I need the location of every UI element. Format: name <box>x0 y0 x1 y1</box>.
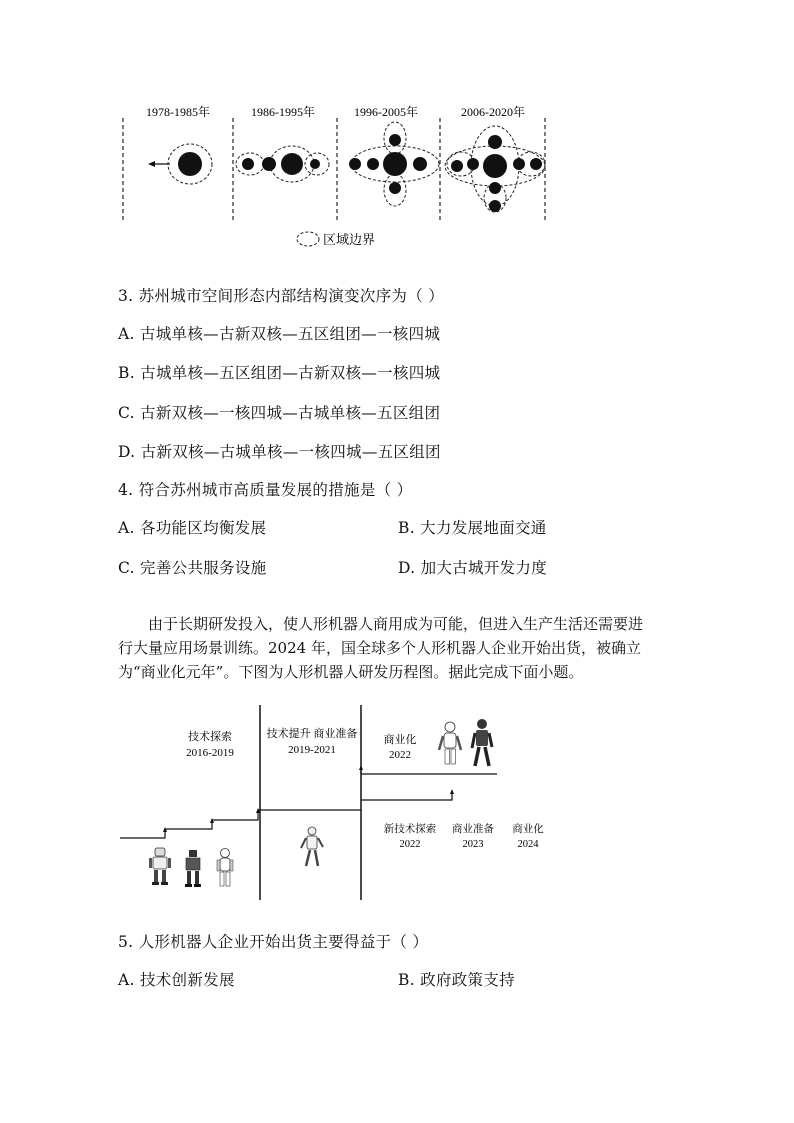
period4-structure <box>445 126 545 212</box>
substage1-year: 2022 <box>399 839 421 850</box>
robot-illustration-5 <box>439 722 461 764</box>
period-label-2: 1986-1995年 <box>251 105 315 119</box>
period3-structure <box>349 122 439 206</box>
progress-staircase <box>120 768 497 838</box>
period1-structure <box>148 144 212 184</box>
legend-boundary-symbol <box>297 232 319 246</box>
substage1-name: 新技术探索 <box>383 824 437 835</box>
question-3-stem: 3. 苏州城市空间形态内部结构演变次序为（ ） <box>118 287 445 305</box>
question-5-stem: 5. 人形机器人企业开始出货主要得益于（ ） <box>118 933 429 951</box>
stage1-years: 2016-2019 <box>186 747 234 759</box>
robot-development-diagram <box>115 700 555 905</box>
q4-option-c[interactable]: C. 完善公共服务设施 <box>118 559 267 577</box>
q4-option-a[interactable]: A. 各功能区均衡发展 <box>118 519 267 537</box>
robot-illustration-2 <box>185 850 201 887</box>
q5-option-a[interactable]: A. 技术创新发展 <box>118 971 235 989</box>
passage-line-3: 为“商业化元年”。下图为人形机器人研发历程图。据此完成下面小题。 <box>118 663 584 681</box>
city-structure-diagram <box>110 98 560 253</box>
period-label-3: 1996-2005年 <box>354 105 418 119</box>
stage2-years: 2019-2021 <box>288 744 336 756</box>
question-4-stem: 4. 符合苏州城市高质量发展的措施是（ ） <box>118 481 413 499</box>
substage2-name: 商业准备 <box>452 824 494 835</box>
stage2-name: 技术提升 商业准备 <box>266 728 358 740</box>
legend <box>297 232 375 247</box>
q4-option-b[interactable]: B. 大力发展地面交通 <box>398 519 547 537</box>
robot-illustration-1 <box>149 848 171 885</box>
robot-illustration-6 <box>472 719 492 766</box>
substage3-name: 商业化 <box>512 824 544 835</box>
substage2-year: 2023 <box>462 839 484 850</box>
stage3-name: 商业化 <box>383 734 417 746</box>
q3-option-b[interactable]: B. 古城单核—五区组团—古新双核—一核四城 <box>118 364 441 382</box>
q4-option-d[interactable]: D. 加大古城开发力度 <box>398 559 548 577</box>
robot-illustration-3 <box>217 849 233 887</box>
period-label-1: 1978-1985年 <box>146 105 210 119</box>
stage3-years: 2022 <box>389 749 411 761</box>
period2-structure <box>236 146 329 182</box>
q5-option-b[interactable]: B. 政府政策支持 <box>398 971 515 989</box>
q3-option-a[interactable]: A. 古城单核—古新双核—五区组团—一核四城 <box>118 325 441 343</box>
period-label-4: 2006-2020年 <box>461 105 525 119</box>
substage3-year: 2024 <box>517 839 539 850</box>
passage-line-2: 行大量应用场景训练。2024 年，国全球多个人形机器人企业开始出货，被确立 <box>118 639 641 657</box>
q3-option-c[interactable]: C. 古新双核—一核四城—古城单核—五区组团 <box>118 404 441 422</box>
stage1-name: 技术探索 <box>188 731 232 743</box>
staircase-arrows <box>163 765 454 832</box>
passage-line-1: 由于长期研发投入，使人形机器人商用成为可能，但进入生产生活还需要进 <box>148 615 644 633</box>
legend-label: 区域边界 <box>323 232 376 247</box>
q3-option-d[interactable]: D. 古新双核—古城单核—一核四城—五区组团 <box>118 443 441 461</box>
robot-illustration-4 <box>301 827 323 866</box>
passage <box>118 612 674 684</box>
